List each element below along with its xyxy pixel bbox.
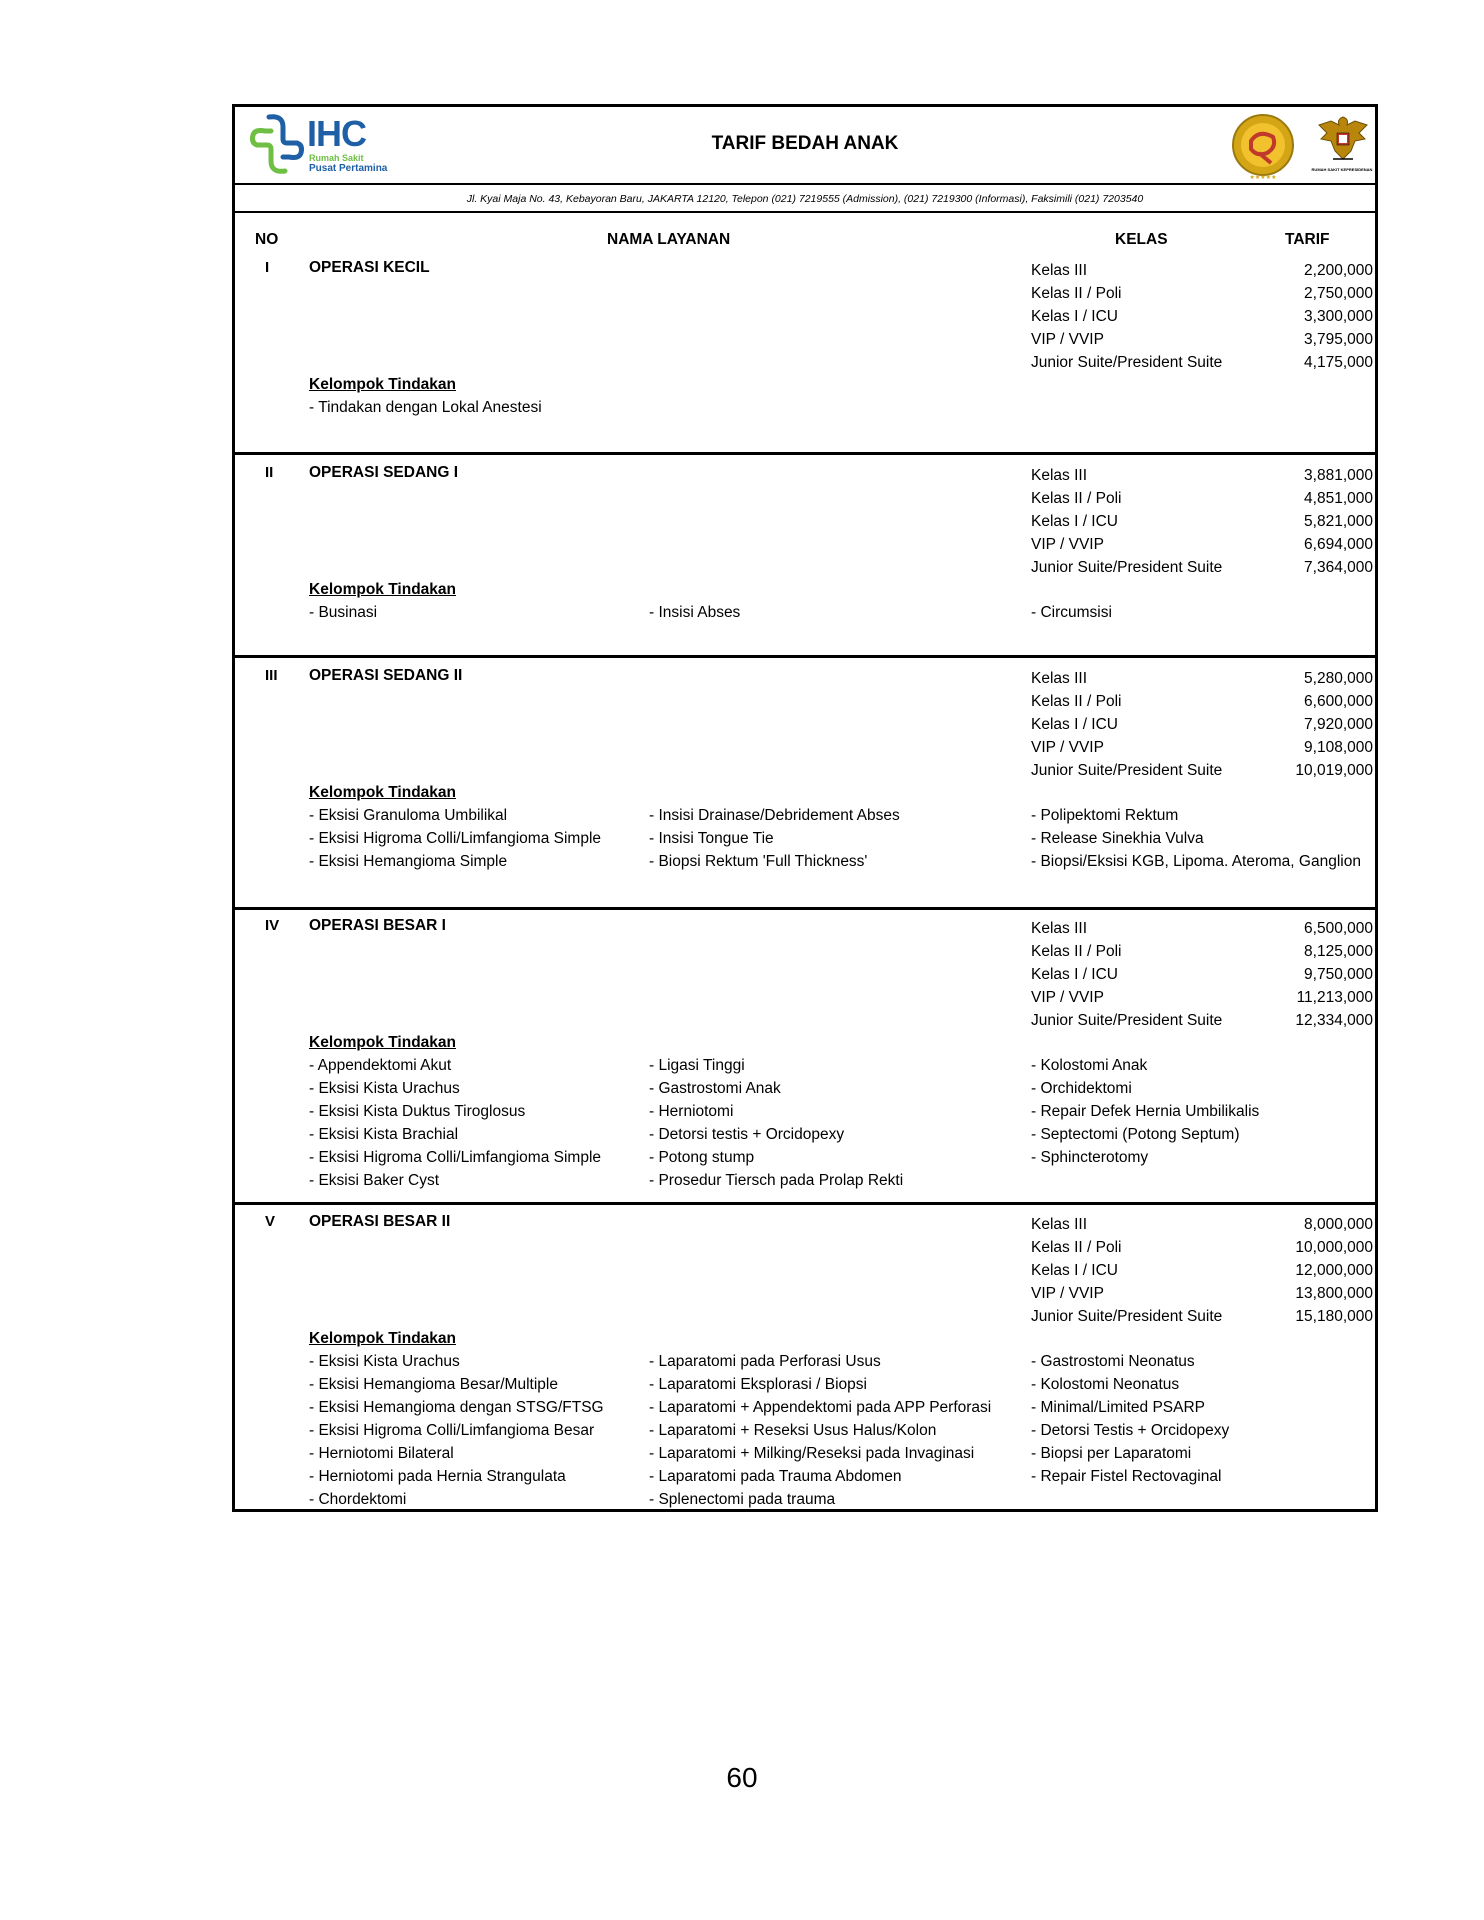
procedure-item: - Eksisi Hemangioma Besar/Multiple — [309, 1376, 558, 1393]
rate-amount: 7,920,000 — [1304, 716, 1373, 733]
procedure-item: - Laparatomi Eksplorasi / Biopsi — [649, 1376, 867, 1393]
rate-list — [1031, 1213, 1373, 1328]
procedure-item: - Ligasi Tinggi — [649, 1057, 745, 1074]
rate-class: VIP / VVIP — [1031, 989, 1104, 1006]
rate-amount: 8,000,000 — [1304, 1216, 1373, 1233]
rate-class: Kelas II / Poli — [1031, 285, 1122, 302]
procedure-item: - Eksisi Kista Brachial — [309, 1126, 459, 1143]
tariff-document — [232, 104, 1378, 1512]
rate-row — [1031, 510, 1373, 533]
procedure-item: - Laparatomi pada Trauma Abdomen — [649, 1468, 902, 1485]
procedure-item: - Repair Defek Hernia Umbilikalis — [1031, 1103, 1260, 1120]
procedure-item: - Insisi Drainase/Debridement Abses — [649, 807, 900, 824]
rate-amount: 4,851,000 — [1304, 490, 1373, 507]
rate-amount: 2,750,000 — [1304, 285, 1373, 302]
rate-row — [1031, 690, 1373, 713]
section-title: OPERASI KECIL — [309, 259, 430, 276]
rate-row — [1031, 1009, 1373, 1032]
garuda-emblem-icon — [1315, 111, 1371, 167]
section-title: OPERASI SEDANG I — [309, 464, 458, 481]
rate-row — [1031, 464, 1373, 487]
procedure-item: - Herniotomi — [649, 1103, 734, 1120]
procedure-item: - Laparatomi pada Perforasi Usus — [649, 1353, 881, 1370]
rate-list — [1031, 917, 1373, 1032]
procedure-item: - Orchidektomi — [1031, 1080, 1132, 1097]
svg-text:★★★★★: ★★★★★ — [1249, 174, 1277, 181]
rate-row — [1031, 986, 1373, 1009]
rate-row — [1031, 963, 1373, 986]
logo-subtitle-2: Pusat Pertamina — [309, 163, 388, 174]
procedure-column-2 — [649, 1350, 991, 1511]
rate-class: Kelas III — [1031, 670, 1087, 687]
rate-class: Junior Suite/President Suite — [1031, 559, 1223, 576]
rate-row — [1031, 667, 1373, 690]
procedure-item: - Eksisi Kista Urachus — [309, 1353, 460, 1370]
rate-amount: 9,750,000 — [1304, 966, 1373, 983]
group-label: Kelompok Tindakan — [309, 1034, 456, 1051]
procedure-item: - Septectomi (Potong Septum) — [1031, 1126, 1240, 1143]
rate-row — [1031, 556, 1373, 579]
rate-amount: 2,200,000 — [1304, 262, 1373, 279]
rate-class: Kelas I / ICU — [1031, 966, 1118, 983]
section-number: V — [265, 1213, 276, 1230]
logo-text: IHC — [307, 113, 366, 154]
procedure-column-3 — [1031, 601, 1112, 624]
procedure-item: - Herniotomi pada Hernia Strangulata — [309, 1468, 566, 1485]
page-number: 60 — [726, 1762, 758, 1793]
rate-amount: 3,881,000 — [1304, 467, 1373, 484]
rate-row — [1031, 1213, 1373, 1236]
procedure-column-2 — [649, 601, 740, 624]
rate-class: Kelas I / ICU — [1031, 513, 1118, 530]
group-label: Kelompok Tindakan — [309, 581, 456, 598]
rate-row — [1031, 1305, 1373, 1328]
procedure-column-3 — [1031, 1350, 1229, 1488]
accreditation-badge-icon — [1229, 113, 1297, 181]
rate-amount: 8,125,000 — [1304, 943, 1373, 960]
procedure-item: - Herniotomi Bilateral — [309, 1445, 454, 1462]
rate-class: VIP / VVIP — [1031, 331, 1104, 348]
rate-list — [1031, 667, 1373, 782]
procedure-column-3 — [1031, 1054, 1259, 1169]
procedure-column-1 — [309, 804, 601, 873]
procedure-item: - Circumsisi — [1031, 604, 1112, 621]
section-number: II — [265, 464, 274, 481]
rate-class: Kelas I / ICU — [1031, 1262, 1118, 1279]
procedure-item: - Gastrostomi Anak — [649, 1080, 781, 1097]
document-header — [235, 107, 1375, 185]
procedure-item: - Laparatomi + Reseksi Usus Halus/Kolon — [649, 1422, 937, 1439]
procedure-item: - Minimal/Limited PSARP — [1031, 1399, 1205, 1416]
rate-row — [1031, 351, 1373, 374]
rate-class: Kelas II / Poli — [1031, 943, 1122, 960]
procedure-item: - Chordektomi — [309, 1491, 407, 1508]
rate-class: Junior Suite/President Suite — [1031, 354, 1223, 371]
procedure-column-2 — [649, 804, 900, 873]
procedure-column-1 — [309, 396, 542, 419]
rate-class: Kelas I / ICU — [1031, 716, 1118, 733]
procedure-item: - Repair Fistel Rectovaginal — [1031, 1468, 1222, 1485]
rate-row — [1031, 487, 1373, 510]
rate-amount: 5,280,000 — [1304, 670, 1373, 687]
section-operasi-kecil — [235, 259, 1375, 455]
section-number: III — [265, 667, 278, 684]
rate-amount: 12,000,000 — [1295, 1262, 1373, 1279]
procedure-item: - Biopsi/Eksisi KGB, Lipoma. Ateroma, Ganglion — [1031, 853, 1361, 870]
rate-class: VIP / VVIP — [1031, 1285, 1104, 1302]
procedure-item: - Eksisi Hemangioma Simple — [309, 853, 508, 870]
logo-subtitle-1: Rumah Sakit — [309, 153, 364, 163]
section-operasi-besar-2 — [235, 1213, 1375, 1508]
procedure-item: - Insisi Tongue Tie — [649, 830, 774, 847]
rate-row — [1031, 1282, 1373, 1305]
rate-amount: 13,800,000 — [1295, 1285, 1373, 1302]
rate-row — [1031, 259, 1373, 282]
procedure-item: - Eksisi Higroma Colli/Limfangioma Besar — [309, 1422, 595, 1439]
rate-row — [1031, 940, 1373, 963]
procedure-item: - Sphincterotomy — [1031, 1149, 1149, 1166]
procedure-item: - Eksisi Baker Cyst — [309, 1172, 440, 1189]
rate-amount: 10,019,000 — [1295, 762, 1373, 779]
procedure-item: - Eksisi Kista Duktus Tiroglosus — [309, 1103, 526, 1120]
column-header-class: KELAS — [1115, 231, 1168, 248]
rate-class: VIP / VVIP — [1031, 739, 1104, 756]
group-label: Kelompok Tindakan — [309, 1330, 456, 1347]
column-header-tariff: TARIF — [1285, 231, 1330, 248]
section-title: OPERASI BESAR I — [309, 917, 446, 934]
procedure-item: - Insisi Abses — [649, 604, 741, 621]
rate-row — [1031, 1259, 1373, 1282]
section-number: IV — [265, 917, 280, 934]
rate-list — [1031, 464, 1373, 579]
rate-amount: 10,000,000 — [1295, 1239, 1373, 1256]
rate-row — [1031, 1236, 1373, 1259]
procedure-column-2 — [649, 1054, 903, 1192]
rate-class: Kelas I / ICU — [1031, 308, 1118, 325]
procedure-item: - Kolostomi Anak — [1031, 1057, 1148, 1074]
rate-class: VIP / VVIP — [1031, 536, 1104, 553]
rate-amount: 6,694,000 — [1304, 536, 1373, 553]
rate-row — [1031, 736, 1373, 759]
rate-amount: 6,600,000 — [1304, 693, 1373, 710]
procedure-item: - Eksisi Granuloma Umbilikal — [309, 807, 508, 824]
rate-class: Junior Suite/President Suite — [1031, 1012, 1223, 1029]
rate-amount: 3,795,000 — [1304, 331, 1373, 348]
group-label: Kelompok Tindakan — [309, 784, 456, 801]
rate-amount: 6,500,000 — [1304, 920, 1373, 937]
garuda-caption: RUMAH SAKIT KEPRESIDENAN — [1311, 167, 1373, 172]
procedure-item: - Businasi — [309, 604, 378, 621]
procedure-column-3 — [1031, 804, 1361, 873]
rate-class: Kelas II / Poli — [1031, 693, 1122, 710]
procedure-column-1 — [309, 1350, 604, 1511]
procedure-item: - Biopsi per Laparatomi — [1031, 1445, 1192, 1462]
rate-list — [1031, 259, 1373, 374]
group-label: Kelompok Tindakan — [309, 376, 456, 393]
procedure-item: - Appendektomi Akut — [309, 1057, 452, 1074]
rate-amount: 15,180,000 — [1295, 1308, 1373, 1325]
address-line: Jl. Kyai Maja No. 43, Kebayoran Baru, JAKARTA 12120, Telepon (021) 7219555 (Admission), (021) 7219300 (Informasi), Faksimili (021) 7203540 — [235, 185, 1375, 213]
section-title: OPERASI BESAR II — [309, 1213, 451, 1230]
rate-class: Kelas III — [1031, 1216, 1087, 1233]
procedure-item: - Detorsi Testis + Orcidopexy — [1031, 1422, 1230, 1439]
procedure-column-1 — [309, 601, 377, 624]
rate-amount: 4,175,000 — [1304, 354, 1373, 371]
column-header-no: NO — [255, 231, 279, 248]
rate-row — [1031, 305, 1373, 328]
rate-amount: 12,334,000 — [1295, 1012, 1373, 1029]
procedure-item: - Potong stump — [649, 1149, 755, 1166]
rate-class: Kelas III — [1031, 920, 1087, 937]
section-number: I — [265, 259, 270, 276]
rate-class: Kelas III — [1031, 467, 1087, 484]
procedure-item: - Prosedur Tiersch pada Prolap Rekti — [649, 1172, 904, 1189]
rate-row — [1031, 328, 1373, 351]
section-title: OPERASI SEDANG II — [309, 667, 463, 684]
procedure-item: - Laparatomi + Appendektomi pada APP Perforasi — [649, 1399, 992, 1416]
procedure-item: - Polipektomi Rektum — [1031, 807, 1179, 824]
rate-row — [1031, 282, 1373, 305]
rate-amount: 9,108,000 — [1304, 739, 1373, 756]
page-title: TARIF BEDAH ANAK — [711, 133, 899, 154]
rate-amount: 7,364,000 — [1304, 559, 1373, 576]
rate-class: Kelas II / Poli — [1031, 1239, 1122, 1256]
rate-row — [1031, 759, 1373, 782]
section-operasi-sedang-2 — [235, 667, 1375, 910]
rate-row — [1031, 713, 1373, 736]
procedure-item: - Eksisi Hemangioma dengan STSG/FTSG — [309, 1399, 604, 1416]
rate-class: Junior Suite/President Suite — [1031, 762, 1223, 779]
rate-amount: 3,300,000 — [1304, 308, 1373, 325]
procedure-item: - Tindakan dengan Lokal Anestesi — [309, 399, 542, 416]
procedure-column-1 — [309, 1054, 601, 1192]
procedure-item: - Release Sinekhia Vulva — [1031, 830, 1204, 847]
rate-amount: 11,213,000 — [1296, 989, 1373, 1006]
procedure-item: - Eksisi Higroma Colli/Limfangioma Simple — [309, 1149, 602, 1166]
procedure-item: - Splenectomi pada trauma — [649, 1491, 836, 1508]
procedure-item: - Eksisi Kista Urachus — [309, 1080, 460, 1097]
section-operasi-besar-1 — [235, 917, 1375, 1205]
rate-row — [1031, 533, 1373, 556]
rate-row — [1031, 917, 1373, 940]
column-header-service: NAMA LAYANAN — [607, 231, 731, 248]
rate-amount: 5,821,000 — [1304, 513, 1373, 530]
procedure-item: - Laparatomi + Milking/Reseksi pada Invaginasi — [649, 1445, 975, 1462]
procedure-item: - Biopsi Rektum 'Full Thickness' — [649, 853, 868, 870]
procedure-item: - Eksisi Higroma Colli/Limfangioma Simple — [309, 830, 602, 847]
rate-class: Kelas II / Poli — [1031, 490, 1122, 507]
rate-class: Junior Suite/President Suite — [1031, 1308, 1223, 1325]
rate-class: Kelas III — [1031, 262, 1087, 279]
section-operasi-sedang-1 — [235, 464, 1375, 658]
procedure-item: - Kolostomi Neonatus — [1031, 1376, 1180, 1393]
procedure-item: - Gastrostomi Neonatus — [1031, 1353, 1195, 1370]
procedure-item: - Detorsi testis + Orcidopexy — [649, 1126, 845, 1143]
